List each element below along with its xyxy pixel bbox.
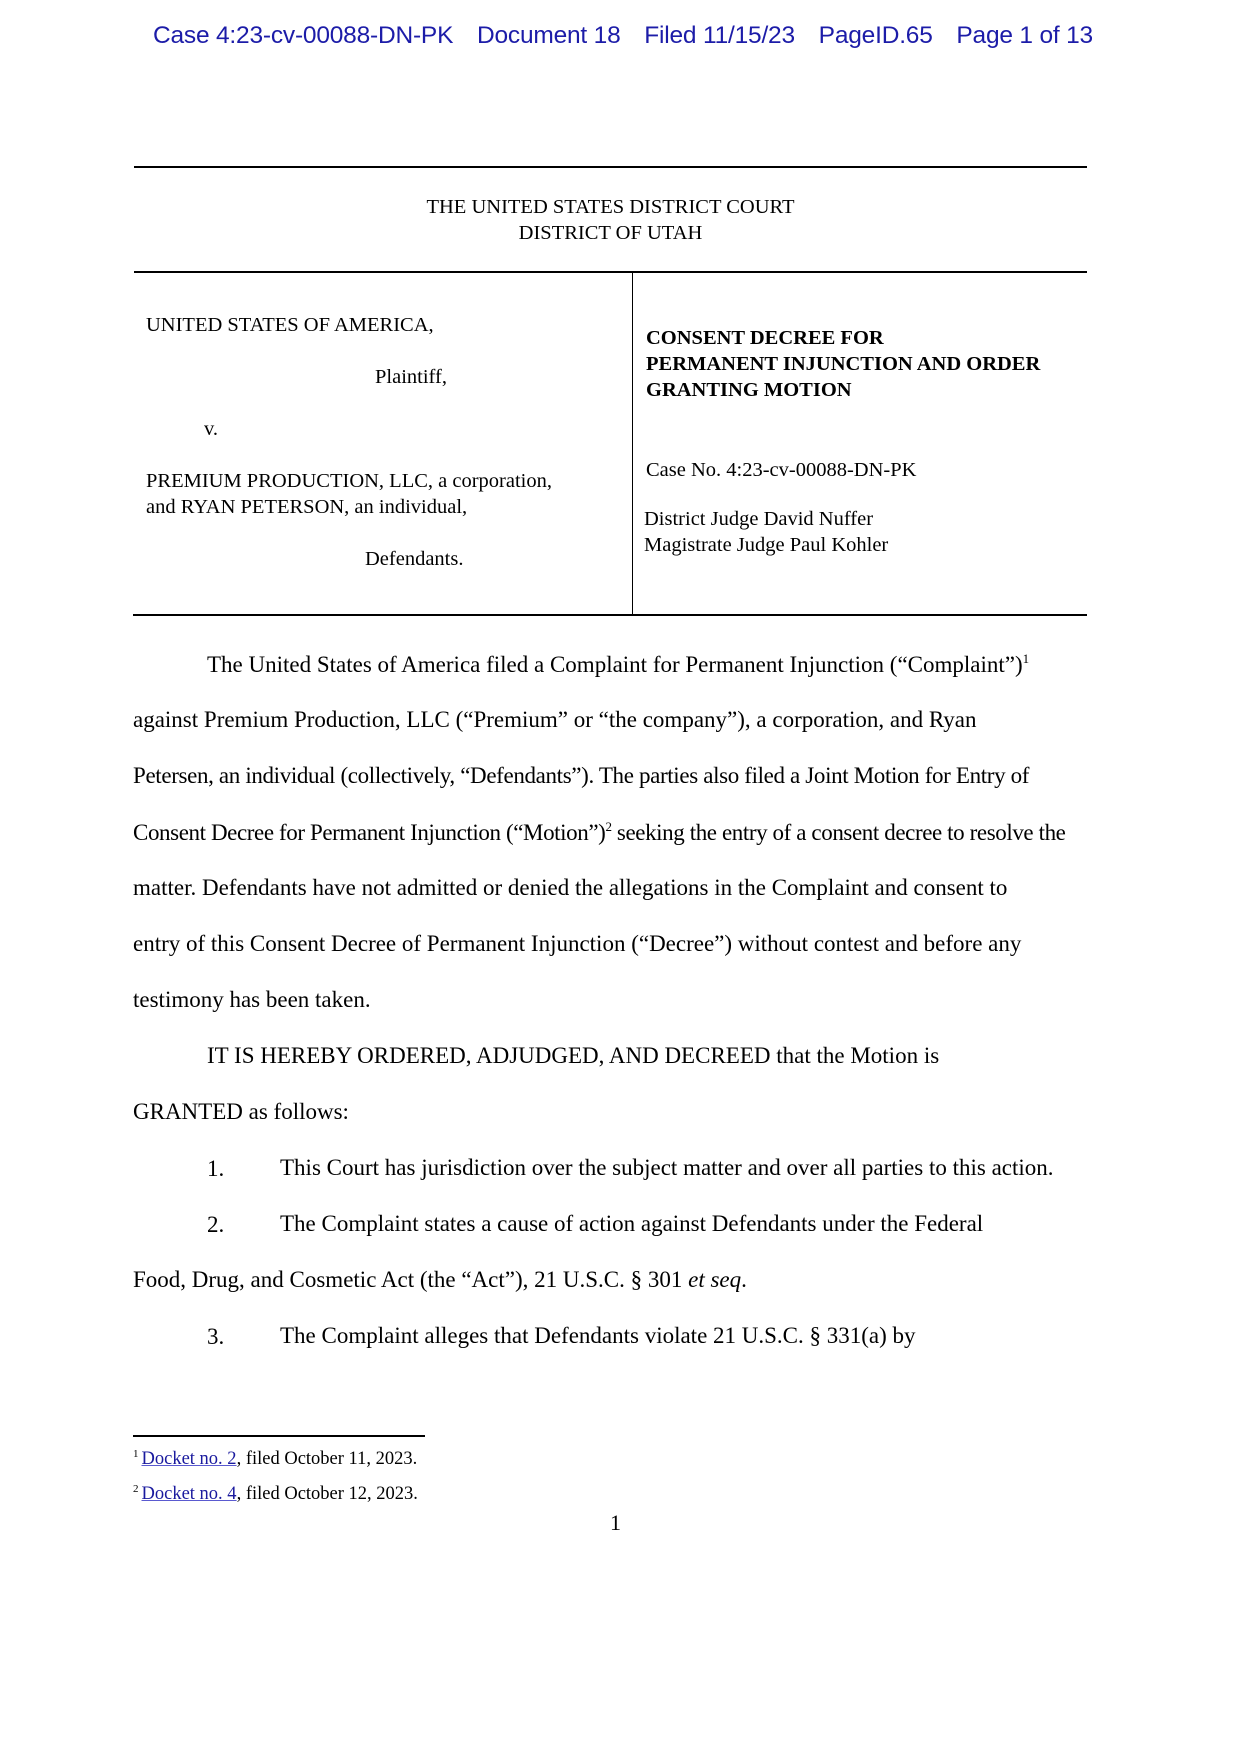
- defendant-line2: and RYAN PETERSON, an individual,: [146, 496, 468, 518]
- document-title-line2: PERMANENT INJUNCTION AND ORDER: [646, 353, 1041, 375]
- footnote-ref-2[interactable]: 2: [605, 819, 612, 834]
- item-text: The Complaint states a cause of action against Defendants under the Federal: [280, 1211, 984, 1236]
- plaintiff-label: Plaintiff,: [375, 366, 447, 388]
- footnote-ref-1[interactable]: 1: [1022, 651, 1030, 666]
- versus: v.: [204, 418, 219, 440]
- document-title-line3: GRANTING MOTION: [646, 379, 852, 401]
- district-judge: District Judge David Nuffer: [644, 508, 874, 530]
- item-text-cont: Food, Drug, and Cosmetic Act (the “Act”), 21 U.S.C. § 301 et seq.: [133, 1267, 747, 1292]
- footnote: $^2$ Docket no. 4, filed October 12, 2023.: [133, 1483, 418, 1504]
- body-line: matter. Defendants have not admitted or denied the allegations in the Complaint and consent to: [133, 875, 1008, 900]
- defendant-line1: PREMIUM PRODUCTION, LLC, a corporation,: [146, 470, 552, 492]
- court-name-line1: THE UNITED STATES DISTRICT COURT: [426, 196, 795, 218]
- docket-link[interactable]: Docket no. 2: [141, 1449, 237, 1469]
- item-number: 1.: [207, 1156, 225, 1181]
- document-title-line1: CONSENT DECREE FOR: [646, 327, 884, 349]
- footnote-rule: [133, 1435, 425, 1437]
- body-line: Petersen, an individual (collectively, “Defendants”). The parties also filed a Joint Motion for Entry of: [133, 763, 1030, 788]
- item-number: 2.: [207, 1212, 225, 1237]
- page-number: 1: [610, 1510, 621, 1535]
- ecf-case-number: Case 4:23-cv-00088-DN-PK: [153, 22, 454, 49]
- caption-top-rule: [134, 166, 1087, 168]
- caption-middle-rule: [134, 271, 1087, 273]
- body-line: Consent Decree for Permanent Injunction (“Motion”)$^2$ seeking the entry of a consent decree to resolve the: [133, 819, 1066, 845]
- item-text: The Complaint alleges that Defendants violate 21 U.S.C. § 331(a) by: [280, 1323, 916, 1348]
- item-number: 3.: [207, 1324, 225, 1349]
- item-text: This Court has jurisdiction over the subject matter and over all parties to this action.: [280, 1155, 1054, 1180]
- docket-link[interactable]: Docket no. 4: [141, 1484, 237, 1504]
- court-name: [134, 194, 1087, 246]
- footnote: $^1$ Docket no. 2, filed October 11, 2023.: [133, 1448, 418, 1469]
- order-clause-cont: GRANTED as follows:: [133, 1099, 349, 1124]
- ecf-filed-date: Filed 11/15/23: [644, 22, 795, 49]
- defendant-label: Defendants.: [365, 548, 464, 570]
- body-line: testimony has been taken.: [133, 987, 371, 1012]
- case-number: Case No. 4:23-cv-00088-DN-PK: [646, 459, 917, 481]
- body-line: The United States of America filed a Complaint for Permanent Injunction (“Complaint”)$^1$: [207, 651, 1030, 677]
- ecf-header: [153, 22, 1093, 50]
- caption-bottom-rule: [133, 614, 1087, 616]
- ecf-document-number: Document 18: [476, 22, 621, 49]
- caption-divider: [632, 272, 633, 615]
- ecf-page-count: Page 1 of 13: [956, 22, 1093, 49]
- court-name-line2: DISTRICT OF UTAH: [518, 222, 703, 244]
- magistrate-judge: Magistrate Judge Paul Kohler: [644, 534, 889, 556]
- body-line: against Premium Production, LLC (“Premium” or “the company”), a corporation, and Ryan: [133, 707, 977, 732]
- plaintiff-name: UNITED STATES OF AMERICA,: [146, 314, 434, 336]
- ecf-page-id: PageID.65: [818, 22, 933, 49]
- order-clause: IT IS HEREBY ORDERED, ADJUDGED, AND DECREED that the Motion is: [207, 1043, 940, 1068]
- body-line: entry of this Consent Decree of Permanent Injunction (“Decree”) without contest and before any: [133, 931, 1022, 956]
